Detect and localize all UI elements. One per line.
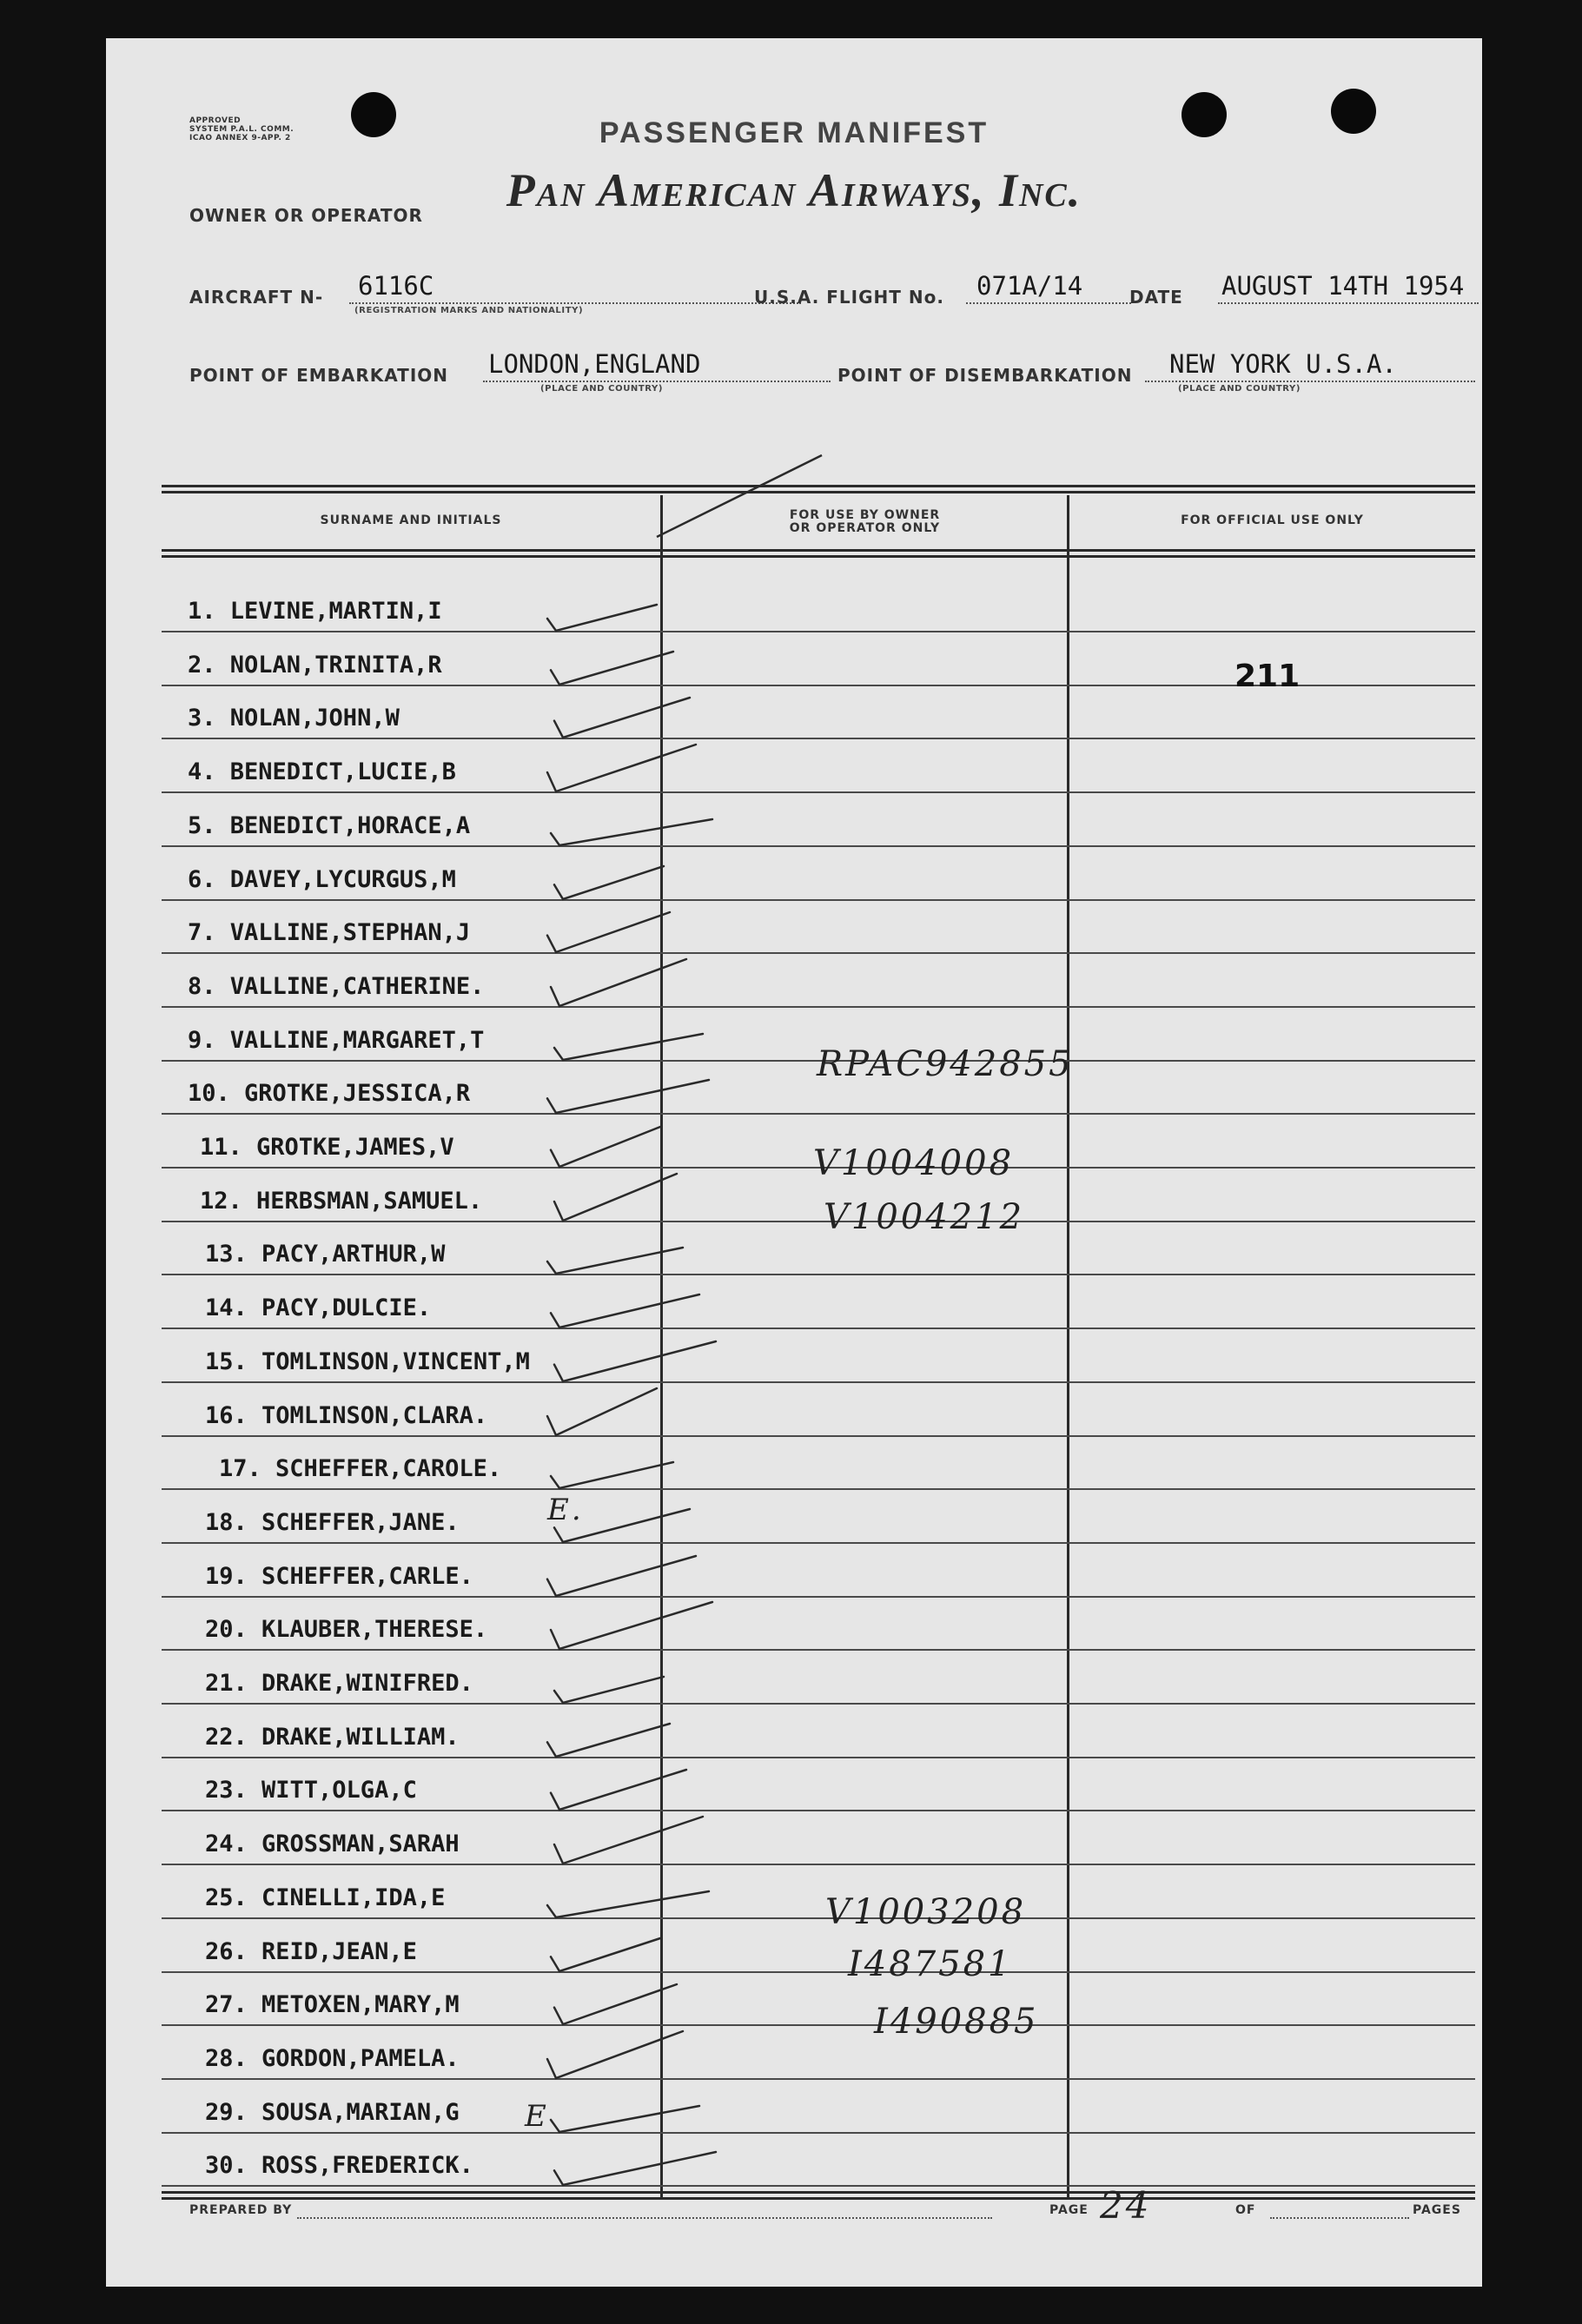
passenger-name: 22. DRAKE,WILLIAM.: [205, 1723, 460, 1751]
row-rule: [162, 1757, 1475, 1758]
handwritten-note: V1004008: [813, 1143, 1015, 1183]
check-mark-icon: [544, 1544, 752, 1605]
handwritten-note: V1004212: [824, 1197, 1025, 1237]
row-rule: [162, 2078, 1475, 2080]
check-mark-icon: [551, 1811, 759, 1872]
check-mark-icon: [544, 1222, 752, 1282]
check-mark-icon: [544, 579, 752, 639]
column-header-owner-line: OR OPERATOR ONLY: [789, 521, 941, 535]
passenger-name: 14. PACY,DULCIE.: [205, 1294, 432, 1322]
row-rule: [162, 791, 1475, 793]
passenger-name: 5. BENEDICT,HORACE,A: [188, 811, 471, 839]
check-mark-icon: [544, 1705, 752, 1765]
check-mark-icon: [547, 1436, 756, 1497]
passenger-name: 26. REID,JEAN,E: [205, 1937, 417, 1965]
prepared-by-underline: [297, 2217, 992, 2219]
row-rule: [162, 845, 1475, 847]
row-rule: [162, 899, 1475, 901]
row-rule: [162, 1864, 1475, 1865]
disembarkation-value: NEW YORK U.S.A.: [1169, 349, 1397, 379]
check-mark-icon: [551, 1651, 759, 1712]
date-value: AUGUST 14TH 1954: [1221, 271, 1465, 301]
handwritten-note: E: [525, 2099, 549, 2134]
flight-label: U.S.A. FLIGHT No.: [754, 287, 944, 308]
check-mark-icon: [551, 847, 759, 908]
aircraft-label: AIRCRAFT N-: [189, 287, 324, 308]
passenger-name: 29. SOUSA,MARIAN,G: [205, 2098, 460, 2126]
row-rule: [162, 1917, 1475, 1919]
pages-label: PAGES: [1413, 2203, 1461, 2217]
form-approval-line: APPROVED: [189, 116, 242, 125]
check-mark-icon: [648, 450, 857, 546]
passenger-name: 3. NOLAN,JOHN,W: [188, 705, 400, 732]
check-mark-icon: [544, 1061, 752, 1122]
check-mark-icon: [547, 1758, 756, 1818]
pages-underline: [1270, 2217, 1409, 2219]
row-rule: [162, 2132, 1475, 2134]
check-mark-icon: [547, 2080, 756, 2141]
table-bottom-rule: [162, 2191, 1475, 2200]
manifest-sheet: [106, 38, 1482, 2287]
embarkation-value: LONDON,ENGLAND: [488, 349, 701, 379]
check-mark-icon: [544, 2026, 752, 2087]
check-mark-icon: [551, 685, 759, 746]
passenger-name: 30. ROSS,FREDERICK.: [205, 2152, 473, 2180]
disembarkation-caption: (PLACE AND COUNTRY): [1178, 384, 1301, 394]
check-mark-icon: [551, 1972, 759, 2033]
check-mark-icon: [544, 1865, 752, 1926]
aircraft-underline: [349, 302, 801, 304]
flight-underline: [966, 302, 1131, 304]
row-rule: [162, 738, 1475, 739]
passenger-name: 6. DAVEY,LYCURGUS,M: [188, 865, 456, 893]
company-name: Pan American Airways, Inc.: [506, 164, 1082, 216]
check-mark-icon: [551, 2133, 759, 2194]
check-mark-icon: [544, 1383, 752, 1444]
check-mark-icon: [547, 1275, 756, 1336]
row-rule: [162, 1649, 1475, 1651]
handwritten-note: RPAC942855: [817, 1044, 1074, 1084]
check-mark-icon: [544, 900, 752, 961]
passenger-name: 7. VALLINE,STEPHAN,J: [188, 919, 471, 947]
disembarkation-label: POINT OF DISEMBARKATION: [837, 365, 1133, 386]
passenger-name: 9. VALLINE,MARGARET,T: [188, 1026, 485, 1054]
passenger-name: 28. GORDON,PAMELA.: [205, 2044, 460, 2072]
row-rule: [162, 1971, 1475, 1973]
check-mark-icon: [547, 1597, 756, 1658]
row-rule: [162, 1221, 1475, 1222]
row-rule: [162, 1381, 1475, 1383]
passenger-name: 19. SCHEFFER,CARLE.: [205, 1562, 473, 1590]
of-label: OF: [1235, 2203, 1256, 2217]
passenger-name: 13. PACY,ARTHUR,W: [205, 1241, 446, 1268]
passenger-name: 27. METOXEN,MARY,M: [205, 1991, 460, 2019]
check-mark-icon: [551, 1329, 759, 1390]
check-mark-icon: [547, 632, 756, 693]
form-approval-line: SYSTEM P.A.L. COMM.: [189, 125, 295, 134]
column-header-owner-line: FOR USE BY OWNER: [789, 508, 941, 522]
date-label: DATE: [1129, 287, 1183, 308]
passenger-name: 11. GROTKE,JAMES,V: [200, 1134, 454, 1161]
column-header-names: SURNAME AND INITIALS: [320, 513, 502, 527]
disembarkation-underline: [1145, 381, 1475, 382]
passenger-name: 2. NOLAN,TRINITA,R: [188, 651, 442, 679]
handwritten-note: I487581: [848, 1944, 1013, 1984]
prepared-by-label: PREPARED BY: [189, 2203, 293, 2217]
passenger-name: 12. HERBSMAN,SAMUEL.: [200, 1187, 483, 1215]
date-underline: [1218, 302, 1479, 304]
check-mark-icon: [551, 1169, 759, 1229]
passenger-name: 18. SCHEFFER,JANE.: [205, 1508, 460, 1536]
aircraft-value: 6116C: [358, 271, 434, 301]
passenger-name: 1. LEVINE,MARTIN,I: [188, 598, 442, 625]
row-rule: [162, 1274, 1475, 1275]
passenger-name: 15. TOMLINSON,VINCENT,M: [205, 1347, 530, 1375]
passenger-table: [162, 450, 1475, 2198]
passenger-name: 17. SCHEFFER,CAROLE.: [219, 1455, 502, 1483]
passenger-name: 25. CINELLI,IDA,E: [205, 1884, 446, 1911]
row-rule: [162, 1542, 1475, 1544]
form-title: PASSENGER MANIFEST: [599, 116, 990, 149]
handwritten-note: E.: [547, 1493, 584, 1527]
passenger-name: 20. KLAUBER,THERESE.: [205, 1616, 488, 1644]
passenger-name: 21. DRAKE,WINIFRED.: [205, 1670, 473, 1697]
owner-label: OWNER OR OPERATOR: [189, 205, 423, 226]
row-rule: [162, 1435, 1475, 1437]
passenger-name: 8. VALLINE,CATHERINE.: [188, 972, 485, 1000]
passenger-name: 10. GROTKE,JESSICA,R: [188, 1080, 471, 1108]
flight-value: 071A/14: [976, 271, 1083, 301]
row-rule: [162, 1328, 1475, 1329]
row-rule: [162, 1810, 1475, 1811]
passenger-name: 4. BENEDICT,LUCIE,B: [188, 758, 456, 786]
passenger-name: 24. GROSSMAN,SARAH: [205, 1831, 460, 1858]
column-divider: [1067, 495, 1069, 2198]
check-mark-icon: [551, 1008, 759, 1069]
row-rule: [162, 1006, 1475, 1008]
passenger-name: 23. WITT,OLGA,C: [205, 1777, 417, 1804]
embarkation-label: POINT OF EMBARKATION: [189, 365, 449, 386]
column-header-official: FOR OFFICIAL USE ONLY: [1181, 513, 1364, 527]
page-label: PAGE: [1049, 2203, 1089, 2217]
aircraft-caption: (REGISTRATION MARKS AND NATIONALITY): [354, 306, 584, 315]
row-rule: [162, 631, 1475, 632]
row-rule: [162, 952, 1475, 954]
check-mark-icon: [547, 793, 756, 854]
page-number: 24: [1100, 2184, 1152, 2227]
row-rule: [162, 1488, 1475, 1490]
check-mark-icon: [547, 1919, 756, 1980]
check-mark-icon: [547, 954, 756, 1015]
row-rule: [162, 2024, 1475, 2026]
handwritten-note: I490885: [874, 2002, 1039, 2042]
row-rule: [162, 1113, 1475, 1115]
row-rule: [162, 1596, 1475, 1598]
handwritten-note: V1003208: [825, 1892, 1027, 1932]
check-mark-icon: [544, 739, 752, 800]
form-approval-line: ICAO ANNEX 9-APP. 2: [189, 134, 291, 142]
header-bottom-rule: [162, 549, 1475, 558]
check-mark-icon: [547, 1115, 756, 1175]
embarkation-underline: [483, 381, 831, 382]
passenger-name: 16. TOMLINSON,CLARA.: [205, 1401, 488, 1429]
embarkation-caption: (PLACE AND COUNTRY): [540, 384, 664, 394]
official-note: 211: [1234, 659, 1301, 694]
row-rule: [162, 1703, 1475, 1705]
row-rule: [162, 2185, 1475, 2187]
